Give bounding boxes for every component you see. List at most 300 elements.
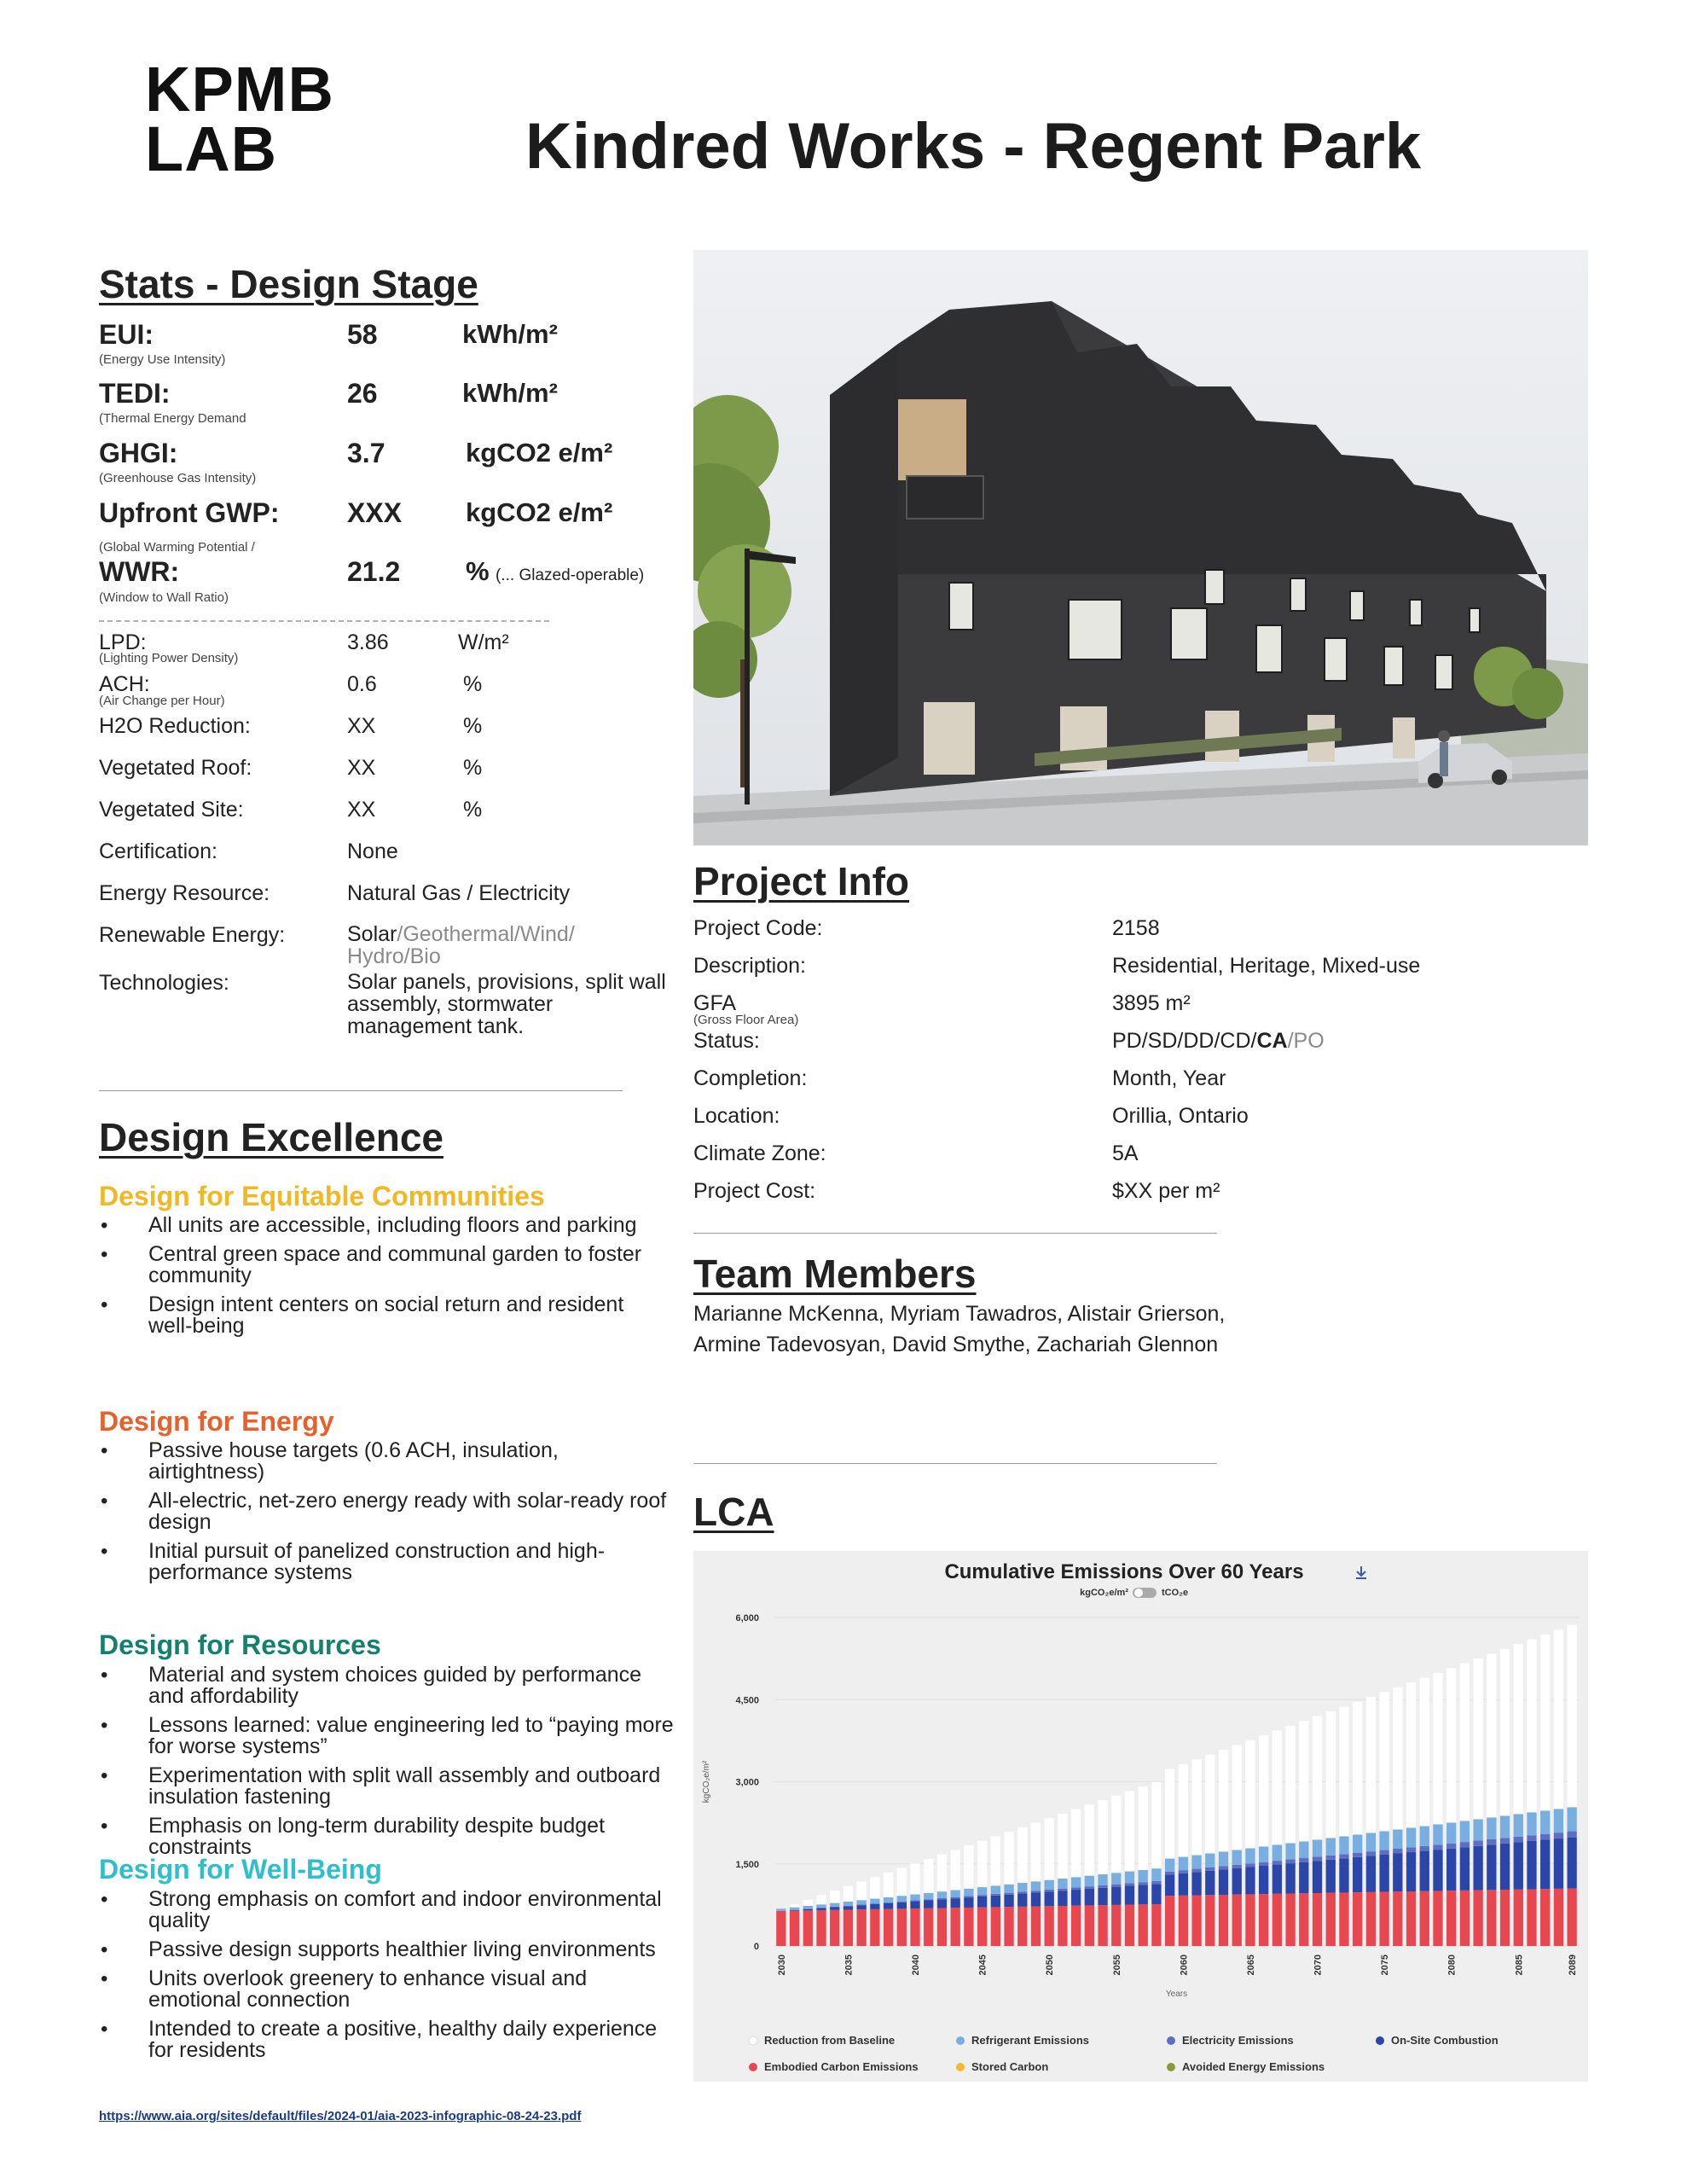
bar-segment xyxy=(1085,1889,1094,1906)
list-item: • Initial pursuit of panelized construction and high-performance systems xyxy=(99,1541,679,1583)
bar-segment xyxy=(1098,1888,1107,1905)
x-tick-label: 2085 xyxy=(1514,1955,1525,1976)
bar-segment xyxy=(1139,1904,1148,1946)
bar-segment xyxy=(1031,1907,1041,1946)
bar-segment xyxy=(1420,1846,1429,1851)
bar-segment xyxy=(1353,1857,1362,1892)
stats-dashed-divider xyxy=(99,620,549,622)
bar-segment xyxy=(924,1899,933,1900)
stat-label: TEDI: xyxy=(99,378,171,409)
bar-segment xyxy=(1191,1872,1201,1895)
x-axis-label: Years xyxy=(1165,1989,1188,1999)
bar-segment xyxy=(1272,1865,1282,1894)
list-item: • Lessons learned: value engineering led to “paying more for worse systems” xyxy=(99,1715,679,1757)
bar-segment xyxy=(1232,1868,1242,1895)
x-tick-label: 2030 xyxy=(776,1955,787,1976)
bar-segment xyxy=(1125,1872,1134,1884)
bar-segment xyxy=(1004,1885,1013,1893)
y-axis-label: kgCO₂e/m² xyxy=(702,1760,711,1804)
download-icon[interactable] xyxy=(1356,1566,1366,1578)
bar-segment xyxy=(1554,1838,1563,1889)
bar-segment xyxy=(1272,1844,1282,1861)
bar-segment xyxy=(1326,1711,1336,1838)
bar-segment xyxy=(1031,1891,1041,1892)
project-info-divider xyxy=(693,1233,1217,1234)
stat-value: XX xyxy=(347,756,376,780)
section-equitable-title: Design for Equitable Communities xyxy=(99,1181,545,1211)
stat-label: Certification: xyxy=(99,839,217,863)
bar-segment xyxy=(1151,1884,1161,1904)
bar-segment xyxy=(1245,1848,1255,1863)
stat-value xyxy=(347,923,620,967)
bar-segment xyxy=(776,1911,786,1946)
x-tick-label: 2080 xyxy=(1446,1955,1458,1976)
bar-segment xyxy=(1017,1827,1027,1883)
bar-segment xyxy=(1313,1716,1322,1840)
bar-segment xyxy=(1527,1812,1536,1835)
stat-sub: (Lighting Power Density) xyxy=(99,651,239,665)
bar-segment xyxy=(1339,1836,1348,1854)
bar-segment xyxy=(844,1906,853,1909)
stat-unit: kWh/m² xyxy=(462,378,558,408)
info-label: Completion: xyxy=(693,1066,808,1090)
bar-segment xyxy=(937,1891,947,1898)
stats-divider xyxy=(99,1090,623,1091)
section-wellbeing-title: Design for Well-Being xyxy=(99,1854,382,1885)
list-item: • Intended to create a positive, healthy daily experience for residents xyxy=(99,2018,679,2061)
section-resources-title: Design for Resources xyxy=(99,1629,381,1660)
bar-segment xyxy=(1299,1721,1308,1841)
bar-segment xyxy=(1473,1658,1482,1819)
bar-segment xyxy=(1071,1887,1081,1890)
bar-segment xyxy=(1366,1697,1376,1833)
page-title: Kindred Works - Regent Park xyxy=(525,110,1422,183)
bar-segment xyxy=(1125,1886,1134,1905)
bar-segment xyxy=(1165,1872,1174,1874)
bar-segment xyxy=(1446,1891,1456,1946)
stat-sub: (Air Change per Hour) xyxy=(99,694,225,708)
bar-segment xyxy=(964,1889,973,1896)
bar-segment xyxy=(1433,1844,1442,1850)
bar-segment xyxy=(1313,1893,1322,1946)
y-tick-label: 0 xyxy=(753,1942,759,1952)
bar-segment xyxy=(1179,1870,1188,1873)
bar-segment xyxy=(830,1891,839,1902)
legend-swatch xyxy=(1376,2036,1384,2045)
stat-note: (... Glazed-operable) xyxy=(496,566,645,584)
bar-segment xyxy=(977,1841,987,1887)
bar-segment xyxy=(924,1893,933,1899)
list-item: • Material and system choices guided by performance and affordability xyxy=(99,1664,679,1707)
bar-segment xyxy=(1098,1874,1107,1885)
bar-segment xyxy=(977,1887,987,1895)
bar-segment xyxy=(857,1909,867,1946)
bar-segment xyxy=(1058,1891,1067,1906)
stat-unit: % xyxy=(463,672,483,696)
bar-segment xyxy=(1500,1649,1510,1816)
info-value xyxy=(1112,1029,1325,1054)
stat-value: 21.2 xyxy=(347,556,401,587)
bar-segment xyxy=(1232,1850,1242,1865)
bar-segment xyxy=(1379,1892,1388,1946)
legend-swatch xyxy=(956,2063,965,2071)
bar-segment xyxy=(857,1900,867,1904)
info-value: 5A xyxy=(1112,1141,1139,1165)
bar-segment xyxy=(1219,1852,1228,1867)
bar-segment xyxy=(1487,1817,1496,1839)
bar-segment xyxy=(1326,1860,1336,1893)
bar-segment xyxy=(790,1910,799,1911)
bar-segment xyxy=(1232,1745,1242,1850)
bar-segment xyxy=(1058,1889,1067,1891)
info-label: Status: xyxy=(693,1029,760,1053)
stat-unit: % xyxy=(463,756,483,780)
bar-segment xyxy=(1205,1755,1215,1854)
bar-segment xyxy=(1393,1829,1402,1849)
info-sub: (Gross Floor Area) xyxy=(693,1013,799,1027)
bar-segment xyxy=(1125,1883,1134,1885)
bar-segment xyxy=(1151,1868,1161,1881)
bar-segment xyxy=(1191,1896,1201,1946)
bar-segment xyxy=(910,1863,919,1894)
stat-value: 58 xyxy=(347,319,378,350)
bar-segment xyxy=(1473,1841,1482,1846)
list-item: • Passive design supports healthier living environments xyxy=(99,1939,679,1960)
bar-segment xyxy=(1151,1782,1161,1868)
bar-segment xyxy=(1420,1891,1429,1946)
team-line-1: Marianne McKenna, Myriam Tawadros, Alistair Grierson, xyxy=(693,1302,1226,1326)
bar-segment xyxy=(870,1909,879,1946)
bar-segment xyxy=(1031,1881,1041,1891)
bar-segment xyxy=(1540,1635,1550,1810)
section-equitable-list xyxy=(99,1215,662,1345)
y-tick-label: 6,000 xyxy=(735,1613,759,1623)
bar-segment xyxy=(1111,1885,1121,1887)
stat-label: Energy Resource: xyxy=(99,881,270,905)
bar-segment xyxy=(1366,1851,1376,1856)
bar-segment xyxy=(884,1909,893,1946)
stat-sub: (Energy Use Intensity) xyxy=(99,352,226,367)
bar-segment xyxy=(951,1890,960,1896)
stat-unit: % xyxy=(466,556,490,586)
design-excellence-heading: Design Excellence xyxy=(99,1115,443,1159)
unit-toggle[interactable] xyxy=(1133,1588,1157,1598)
bar-segment xyxy=(1460,1842,1470,1847)
bar-segment xyxy=(1017,1891,1027,1893)
bar-segment xyxy=(1487,1890,1496,1946)
bar-segment xyxy=(844,1902,853,1906)
bar-segment xyxy=(1460,1847,1470,1891)
bar-segment xyxy=(1500,1844,1510,1890)
legend-label: Avoided Energy Emissions xyxy=(1182,2060,1325,2073)
list-item: • Strong emphasis on comfort and indoor environmental quality xyxy=(99,1889,679,1931)
x-tick-label: 2055 xyxy=(1111,1955,1122,1976)
info-value: 3895 m² xyxy=(1112,991,1191,1015)
bar-segment xyxy=(1071,1809,1081,1878)
bar-segment xyxy=(1125,1791,1134,1871)
bar-segment xyxy=(1139,1885,1148,1904)
bar-segment xyxy=(1058,1906,1067,1946)
bar-segment xyxy=(1205,1871,1215,1895)
bar-segment xyxy=(1567,1889,1576,1946)
bar-segment xyxy=(1004,1893,1013,1895)
legend-swatch xyxy=(1167,2036,1175,2045)
bar-segment xyxy=(1554,1889,1563,1946)
bar-segment xyxy=(1366,1833,1376,1851)
bar-segment xyxy=(870,1877,879,1898)
bar-segment xyxy=(1393,1854,1402,1892)
bar-segment xyxy=(1433,1673,1442,1824)
bar-segment xyxy=(870,1903,879,1904)
stat-sub: (Greenhouse Gas Intensity) xyxy=(99,471,257,485)
stat-sub: (Global Warming Potential / xyxy=(99,540,255,555)
section-resources-list xyxy=(99,1664,679,1866)
lca-heading: LCA xyxy=(693,1490,774,1534)
bar-segment xyxy=(1313,1839,1322,1856)
bar-segment xyxy=(884,1897,893,1902)
bar-segment xyxy=(776,1908,786,1911)
bar-segment xyxy=(884,1873,893,1897)
stat-value: Natural Gas / Electricity xyxy=(347,881,571,905)
legend-label: Refrigerant Emissions xyxy=(971,2034,1089,2047)
building-rendering xyxy=(693,250,1588,845)
bar-segment xyxy=(951,1908,960,1946)
x-tick-label: 2065 xyxy=(1245,1955,1256,1976)
bar-segment xyxy=(977,1896,987,1908)
bar-segment xyxy=(1111,1887,1121,1905)
bar-segment xyxy=(977,1908,987,1946)
info-value: Residential, Heritage, Mixed-use xyxy=(1112,954,1421,978)
bar-segment xyxy=(1272,1894,1282,1946)
stat-label: Technologies: xyxy=(99,971,229,995)
bar-segment xyxy=(1567,1807,1576,1831)
bar-segment xyxy=(1540,1810,1550,1833)
bar-segment xyxy=(1339,1854,1348,1858)
y-tick-label: 3,000 xyxy=(735,1777,759,1788)
bar-segment xyxy=(830,1903,839,1907)
bar-segment xyxy=(964,1896,973,1897)
bar-segment xyxy=(937,1908,947,1946)
bar-segment xyxy=(1527,1889,1536,1946)
building-rendering-image xyxy=(693,250,1588,845)
stat-label: Vegetated Roof: xyxy=(99,756,252,780)
bar-segment xyxy=(1514,1842,1523,1889)
bar-segment xyxy=(1045,1906,1054,1946)
list-item: • Design intent centers on social return and resident well-being xyxy=(99,1294,662,1337)
bar-segment xyxy=(1326,1893,1336,1946)
bar-segment xyxy=(1433,1850,1442,1891)
bar-segment xyxy=(1540,1834,1550,1840)
bar-segment xyxy=(1514,1644,1523,1814)
bar-segment xyxy=(1151,1881,1161,1884)
info-value: $XX per m² xyxy=(1112,1179,1220,1203)
bar-segment xyxy=(1487,1839,1496,1844)
bar-segment xyxy=(1245,1867,1255,1894)
bar-segment xyxy=(1179,1896,1188,1946)
bar-segment xyxy=(1219,1866,1228,1869)
bar-segment xyxy=(1098,1800,1107,1874)
bar-segment xyxy=(1379,1850,1388,1855)
bar-segment xyxy=(1406,1682,1416,1827)
x-tick-label: 2040 xyxy=(911,1955,922,1976)
bar-segment xyxy=(1540,1840,1550,1890)
bar-segment xyxy=(1045,1890,1054,1891)
bar-segment xyxy=(991,1836,1000,1885)
bar-segment xyxy=(1379,1831,1388,1850)
stat-label: Upfront GWP: xyxy=(99,497,280,528)
bar-segment xyxy=(844,1910,853,1946)
stat-unit: kgCO2 e/m² xyxy=(466,497,613,527)
bar-segment xyxy=(1071,1890,1081,1906)
info-label: Project Code: xyxy=(693,916,823,940)
bar-segment xyxy=(1339,1706,1348,1836)
bar-segment xyxy=(1433,1824,1442,1844)
x-tick-label: 2035 xyxy=(844,1955,855,1976)
stat-label: LPD: xyxy=(99,630,147,654)
bar-segment xyxy=(1393,1849,1402,1854)
bar-segment xyxy=(1285,1894,1295,1946)
bar-segment xyxy=(937,1899,947,1908)
bar-segment xyxy=(897,1896,907,1901)
bar-segment xyxy=(1259,1866,1268,1894)
bar-segment xyxy=(951,1850,960,1890)
info-value: Orillia, Ontario xyxy=(1112,1104,1249,1128)
bar-segment xyxy=(1058,1814,1067,1879)
bar-segment xyxy=(1191,1856,1201,1869)
bar-segment xyxy=(1205,1854,1215,1867)
list-item: • All units are accessible, including floors and parking xyxy=(99,1215,662,1236)
bar-segment xyxy=(1514,1890,1523,1946)
bar-segment xyxy=(1179,1857,1188,1871)
bar-segment xyxy=(857,1882,867,1901)
lca-chart xyxy=(693,1551,1588,2082)
lca-chart-svg xyxy=(693,1551,1588,2082)
renewable-active: Solar xyxy=(347,922,397,946)
bar-segment xyxy=(1111,1905,1121,1946)
section-wellbeing-list xyxy=(99,1889,679,2069)
bar-segment xyxy=(803,1900,813,1906)
bar-segment xyxy=(1554,1809,1563,1833)
status-pre: PD/SD/DD/CD/ xyxy=(1112,1029,1257,1053)
bar-segment xyxy=(1139,1882,1148,1885)
status-current: CA xyxy=(1256,1029,1288,1053)
list-item: • Experimentation with split wall assembly and outboard insulation fastening xyxy=(99,1765,679,1808)
team-heading: Team Members xyxy=(693,1252,977,1296)
bar-segment xyxy=(870,1904,879,1909)
section-energy-list xyxy=(99,1440,679,1591)
bar-segment xyxy=(1139,1786,1148,1870)
stat-value: 3.86 xyxy=(347,630,389,654)
bar-segment xyxy=(1245,1740,1255,1849)
renewable-inactive: /Geothermal/Wind/ Hydro/Bio xyxy=(347,922,575,968)
unit-toggle-left-label: kgCO₂e/m² xyxy=(1080,1588,1128,1598)
bar-segment xyxy=(1299,1862,1308,1894)
bar-segment xyxy=(1406,1847,1416,1852)
bar-segment xyxy=(1353,1892,1362,1946)
x-tick-label: 2075 xyxy=(1380,1955,1391,1976)
bar-segment xyxy=(1446,1668,1456,1822)
info-value: Month, Year xyxy=(1112,1066,1226,1090)
bar-segment xyxy=(816,1910,826,1946)
x-tick-label: 2050 xyxy=(1045,1955,1056,1976)
stat-label: WWR: xyxy=(99,556,180,587)
bar-segment xyxy=(1379,1855,1388,1892)
bar-segment xyxy=(1567,1832,1576,1838)
bar-segment xyxy=(1045,1891,1054,1906)
bar-segment xyxy=(884,1903,893,1909)
bar-segment xyxy=(1045,1880,1054,1890)
bar-segment xyxy=(1500,1890,1510,1946)
bar-segment xyxy=(1085,1804,1094,1875)
stat-label: GHGI: xyxy=(99,438,178,468)
bar-segment xyxy=(1179,1764,1188,1857)
legend-label: Embodied Carbon Emissions xyxy=(764,2060,919,2073)
team-divider xyxy=(693,1463,1217,1464)
bar-segment xyxy=(1085,1905,1094,1946)
logo xyxy=(145,54,334,184)
bar-segment xyxy=(1326,1856,1336,1860)
bar-segment xyxy=(1339,1858,1348,1892)
bar-segment xyxy=(1285,1843,1295,1859)
bar-segment xyxy=(1406,1827,1416,1847)
bar-segment xyxy=(1245,1894,1255,1946)
bar-segment xyxy=(1353,1834,1362,1852)
source-link[interactable]: https://www.aia.org/sites/default/files/2024-01/aia-2023-infographic-08-24-23.pdf xyxy=(99,2109,582,2123)
info-label: Location: xyxy=(693,1104,780,1128)
list-item: • Emphasis on long-term durability despite budget constraints xyxy=(99,1815,679,1858)
bar-segment xyxy=(830,1907,839,1909)
bar-segment xyxy=(857,1904,867,1905)
x-tick-label: 2060 xyxy=(1179,1955,1190,1976)
legend-swatch xyxy=(749,2036,757,2045)
bar-segment xyxy=(1313,1861,1322,1893)
bar-segment xyxy=(1406,1852,1416,1891)
bar-segment xyxy=(1098,1885,1107,1888)
stat-label: ACH: xyxy=(99,672,150,696)
bar-segment xyxy=(1473,1891,1482,1946)
bar-segment xyxy=(1393,1891,1402,1946)
stat-sub: (Window to Wall Ratio) xyxy=(99,590,229,605)
bar-segment xyxy=(1527,1835,1536,1841)
bar-segment xyxy=(1272,1861,1282,1864)
bar-segment xyxy=(1285,1863,1295,1893)
stat-value: XX xyxy=(347,714,376,738)
bar-segment xyxy=(1379,1692,1388,1831)
bar-segment xyxy=(1219,1869,1228,1895)
legend-swatch xyxy=(1167,2063,1175,2071)
bar-segment xyxy=(937,1855,947,1891)
x-tick-label: 2070 xyxy=(1313,1955,1324,1976)
stat-label: H2O Reduction: xyxy=(99,714,251,738)
project-info-heading: Project Info xyxy=(693,859,910,903)
bar-segment xyxy=(910,1902,919,1908)
bar-segment xyxy=(964,1908,973,1946)
bar-segment xyxy=(1111,1873,1121,1884)
bar-segment xyxy=(1353,1702,1362,1835)
bar-segment xyxy=(910,1895,919,1901)
info-label: Project Cost: xyxy=(693,1179,816,1203)
bar-segment xyxy=(1554,1833,1563,1838)
list-item: • Passive house targets (0.6 ACH, insulation, airtightness) xyxy=(99,1440,679,1483)
legend-swatch xyxy=(749,2063,757,2071)
legend-label: On-Site Combustion xyxy=(1391,2034,1499,2047)
bar-segment xyxy=(1473,1819,1482,1840)
bar-segment xyxy=(910,1900,919,1901)
stat-label: Vegetated Site: xyxy=(99,798,244,822)
info-label: Climate Zone: xyxy=(693,1141,826,1165)
bar-segment xyxy=(1205,1895,1215,1946)
bar-segment xyxy=(1111,1796,1121,1873)
